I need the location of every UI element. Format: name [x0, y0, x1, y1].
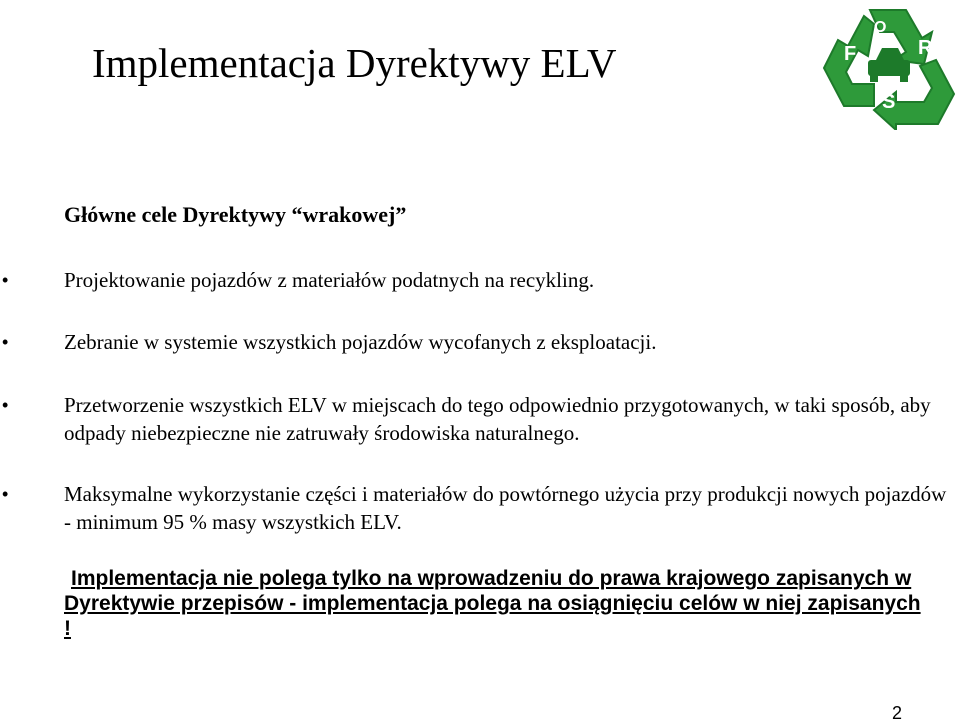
implementation-note-text: Implementacja nie polega tylko na wprowadzeniu do prawa krajowego zapisanych w Dyrektywie przepisów - implementacja polega na osiągnięciu celów w niej zapisanych !: [64, 567, 921, 640]
bullet-text: Maksymalne wykorzystanie części i materiałów do powtórnego użycia przy produkcji nowych pojazdów - minimum 95 % masy wszystkich ELV.: [64, 482, 947, 534]
implementation-note: [64, 566, 924, 641]
slide-title: Implementacja Dyrektywy ELV: [92, 40, 617, 86]
logo-letter-f: F: [844, 43, 857, 65]
bullet-marker: •: [2, 270, 9, 290]
fors-recycling-logo: [818, 2, 960, 130]
bullet-marker: •: [2, 332, 9, 352]
section-subtitle: Główne cele Dyrektywy “wrakowej”: [64, 202, 407, 227]
bullet-text: Projektowanie pojazdów z materiałów podatnych na recykling.: [64, 268, 595, 292]
bullet-marker: •: [2, 395, 9, 415]
bullet-marker: •: [2, 484, 9, 504]
logo-letter-s: S: [882, 91, 896, 113]
bullet-text: Zebranie w systemie wszystkich pojazdów wycofanych z eksploatacji.: [64, 330, 657, 354]
bullet-text: Przetworzenie wszystkich ELV w miejscach do tego odpowiednio przygotowanych, w taki sposób, aby odpady niebezpieczne nie zatruwały środowiska naturalnego.: [64, 393, 931, 445]
page-number: 2: [892, 703, 903, 723]
logo-letter-r: R: [918, 37, 933, 59]
logo-letter-o: O: [874, 19, 887, 36]
